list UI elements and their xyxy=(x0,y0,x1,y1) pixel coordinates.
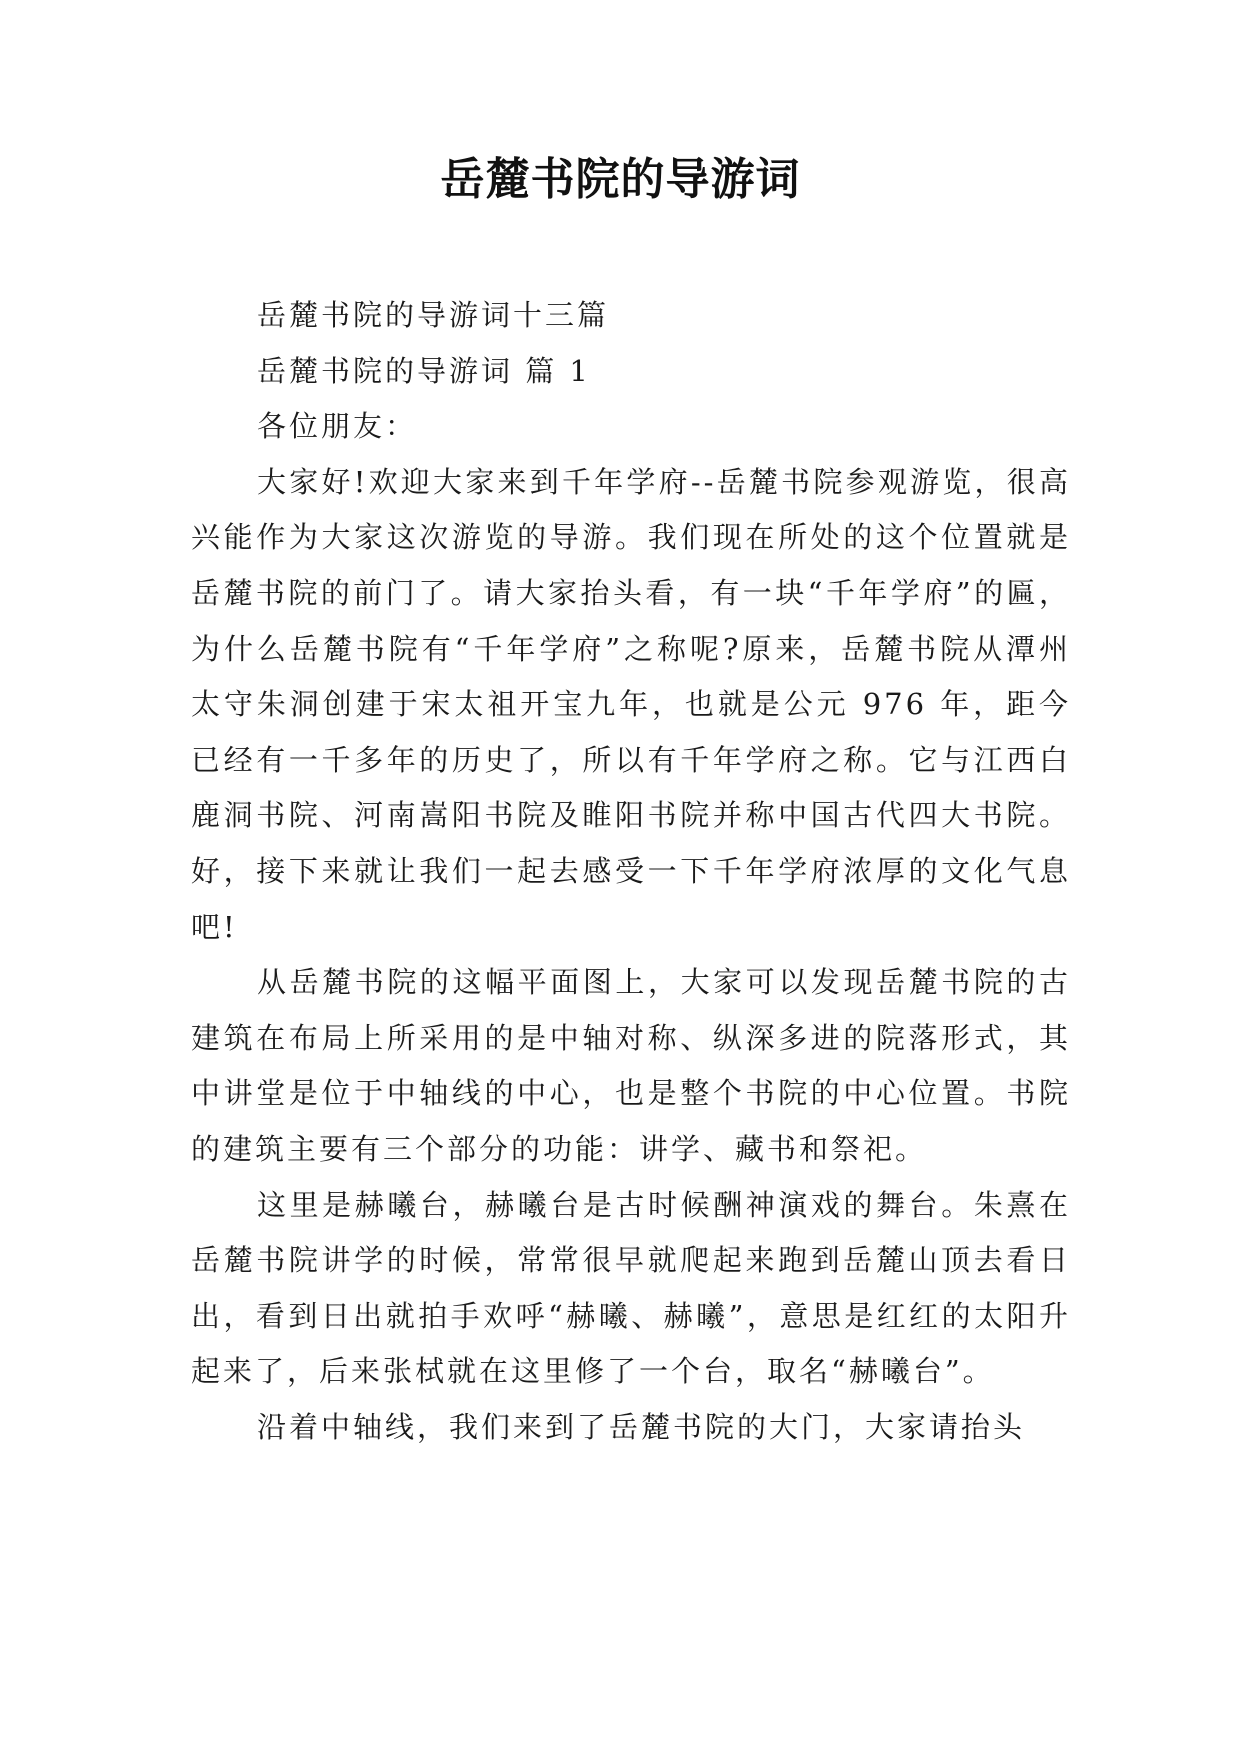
body-paragraph: 大家好!欢迎大家来到千年学府--岳麓书院参观游览，很高兴能作为大家这次游览的导游。我们现在所处的这个位置就是岳麓书院的前门了。请大家抬头看，有一块“千年学府”的匾，为什么岳麓书院有“千年学府”之称呢?原来，岳麓书院从潭州太守朱洞创建于宋太祖开宝九年，也就是公元 976 年，距今已经有一千多年的历史了，所以有千年学府之称。它与江西白鹿洞书院、河南嵩阳书院及睢阳书院并称中国古代四大书院。好，接下来就让我们一起去感受一下千年学府浓厚的文化气息吧! xyxy=(191,464,1071,944)
body-paragraph: 沿着中轴线，我们来到了岳麓书院的大门，大家请抬头 xyxy=(257,1409,1026,1444)
document-body xyxy=(191,288,1071,1455)
body-paragraph: 从岳麓书院的这幅平面图上，大家可以发现岳麓书院的古建筑在布局上所采用的是中轴对称、纵深多进的院落形式，其中讲堂是位于中轴线的中心，也是整个书院的中心位置。书院的建筑主要有三个部分的功能：讲学、藏书和祭祀。 xyxy=(191,965,1071,1166)
section-heading: 岳麓书院的导游词 篇 1 xyxy=(257,353,591,388)
body-paragraph: 这里是赫曦台，赫曦台是古时候酬神演戏的舞台。朱熹在岳麓书院讲学的时候，常常很早就爬起来跑到岳麓山顶去看日出，看到日出就拍手欢呼“赫曦、赫曦”，意思是红红的太阳升起来了，后来张栻就在这里修了一个台，取名“赫曦台”。 xyxy=(191,1187,1071,1389)
greeting-paragraph: 各位朋友： xyxy=(257,409,418,444)
subtitle-paragraph: 岳麓书院的导游词十三篇 xyxy=(257,298,610,332)
document-title: 岳麓书院的导游词 xyxy=(440,154,801,205)
